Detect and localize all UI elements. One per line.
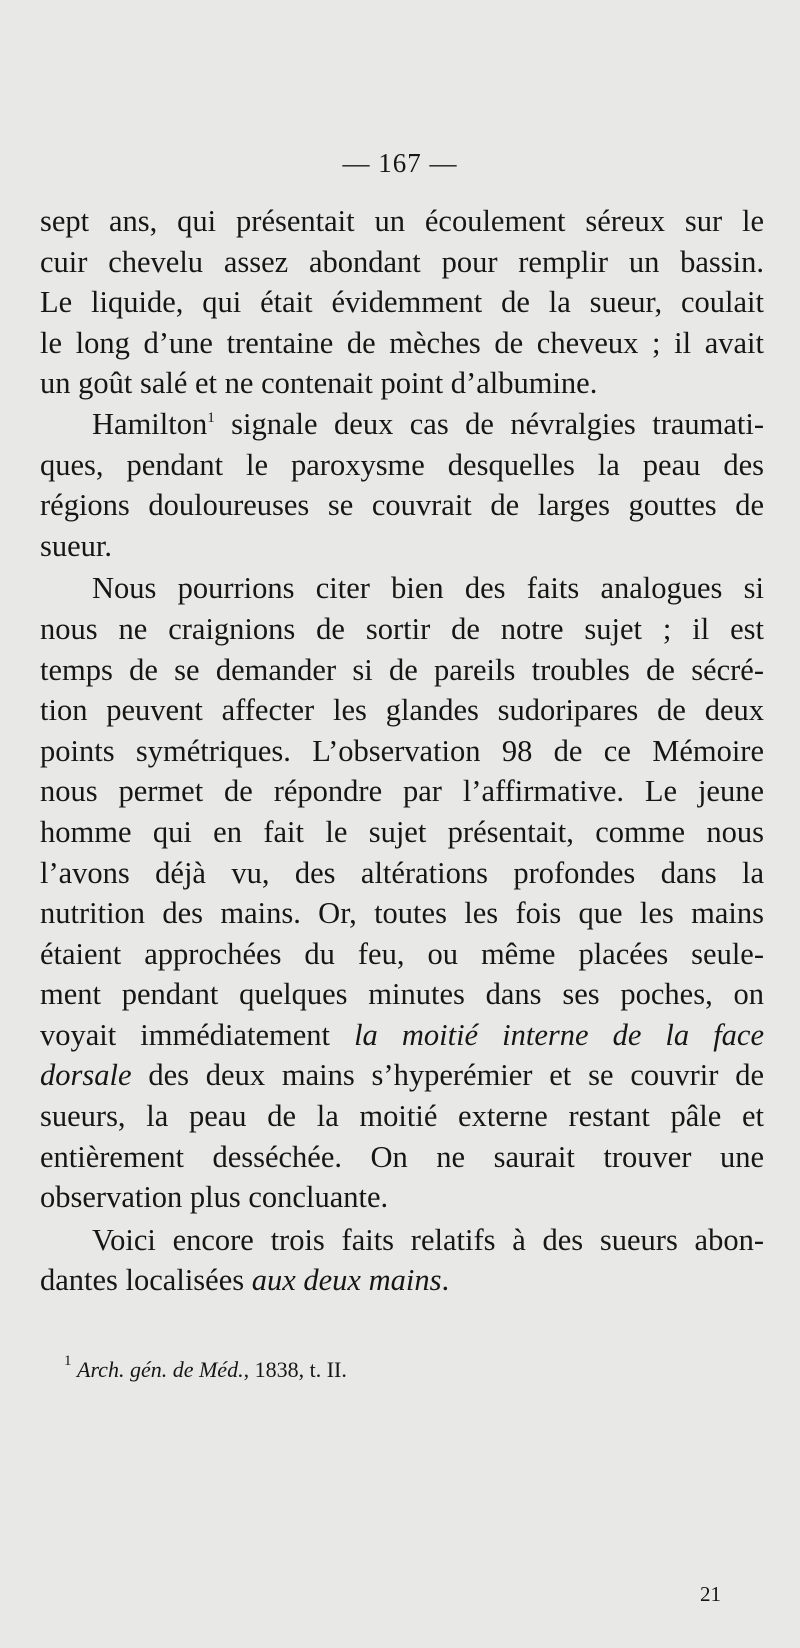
text-fragment: voyait immédiatement: [40, 1017, 355, 1052]
paragraph-2: [40, 404, 764, 566]
page-number: — 167 —: [342, 148, 458, 178]
text-line: nutrition des mains. Or, toutes les fois que les mains: [40, 896, 764, 931]
text-line: nous ne craignions de sortir de notre sujet ; il est: [40, 611, 764, 646]
text-line: [40, 404, 764, 445]
text-line: l’avons déjà vu, des altérations profondes dans la: [40, 855, 764, 890]
text-line: homme qui en fait le sujet présentait, comme nous: [40, 814, 764, 849]
text-line: Le liquide, qui était évidemment de la sueur, coulait: [40, 285, 764, 320]
footnote-marker: 1: [64, 1353, 72, 1369]
text-line: nous permet de répondre par l’affirmative. Le jeune: [40, 774, 764, 809]
text-line: temps de se demander si de pareils troubles de sécré-: [40, 652, 764, 687]
text-line: ques, pendant le paroxysme desquelles la peau des: [40, 447, 764, 482]
text-line: régions douloureuses se couvrait de larges gouttes de: [40, 488, 764, 523]
text-line: Nous pourrions citer bien des faits analogues si: [92, 571, 764, 606]
text-line: points symétriques. L’observation 98 de ce Mémoire: [40, 733, 764, 768]
body-text: [40, 201, 764, 1301]
footnote-ref: 1: [207, 409, 215, 426]
text-fragment: Hamilton: [92, 406, 208, 441]
text-line: sept ans, qui présentait un écoulement séreux sur le: [40, 204, 764, 238]
text-fragment: signale deux cas de névralgies traumati-: [214, 406, 764, 441]
paragraph-4: [40, 1220, 764, 1301]
text-line: cuir chevelu assez abondant pour remplir un bassin.: [40, 244, 764, 279]
text-line: sueurs, la peau de la moitié externe restant pâle et: [40, 1099, 764, 1134]
footnote: [64, 1353, 347, 1383]
text-line: [40, 1260, 764, 1301]
text-line: ment pendant quelques minutes dans ses poches, on: [40, 977, 764, 1012]
text-line: étaient approchées du feu, ou même placées seule-: [40, 936, 764, 971]
paragraph-3: [40, 568, 764, 1218]
text-line: le long d’une trentaine de mèches de cheveux ; il avait: [40, 325, 764, 360]
text-line: [40, 1055, 764, 1096]
italic-fragment: la moitié interne de la face: [354, 1017, 764, 1052]
text-line: tion peuvent affecter les glandes sudoripares de deux: [40, 693, 764, 728]
text-line: sueur.: [40, 528, 113, 563]
text-line: entièrement desséchée. On ne saurait trouver une: [40, 1139, 764, 1174]
signature-mark: 21: [700, 1582, 721, 1606]
text-fragment: .: [441, 1263, 450, 1298]
text-line: Voici encore trois faits relatifs à des sueurs abon-: [92, 1222, 764, 1257]
text-line: observation plus concluante.: [40, 1180, 389, 1215]
footnote-details: , 1838, t. II.: [243, 1357, 347, 1382]
text-fragment: dantes localisées: [40, 1263, 252, 1298]
paragraph-1: [40, 201, 764, 404]
footnote-source: Arch. gén. de Méd.: [77, 1357, 244, 1382]
italic-fragment: aux deux mains: [251, 1263, 442, 1298]
text-line: [40, 1015, 764, 1056]
text-fragment: des deux mains s’hyperémier et se couvrir de: [131, 1058, 764, 1093]
italic-fragment: dorsale: [40, 1058, 132, 1093]
text-line: un goût salé et ne contenait point d’albumine.: [40, 366, 598, 401]
